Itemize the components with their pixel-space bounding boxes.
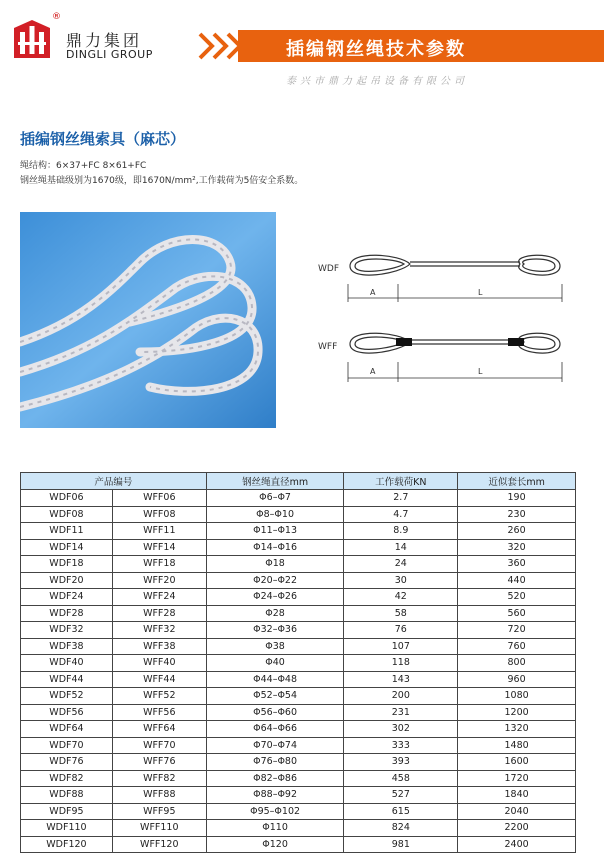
brand-name-cn: 鼎力集团 [66, 31, 143, 50]
cell-wff-code: WFF11 [112, 523, 206, 540]
cell-working-load: 981 [344, 836, 458, 853]
cell-sleeve-length: 2040 [458, 803, 576, 820]
table-row [21, 737, 576, 754]
cell-wff-code: WFF120 [112, 836, 206, 853]
cell-rope-diameter: Φ18 [206, 556, 344, 573]
cell-wff-code: WFF28 [112, 605, 206, 622]
company-name: 泰兴市鼎力起吊设备有限公司 [286, 76, 468, 87]
cell-working-load: 2.7 [344, 490, 458, 507]
wdf-label: WDF [318, 264, 340, 274]
cell-sleeve-length: 1720 [458, 770, 576, 787]
table-row [21, 638, 576, 655]
cell-sleeve-length: 190 [458, 490, 576, 507]
wdf-dim-l: L [478, 288, 483, 297]
cell-working-load: 14 [344, 539, 458, 556]
page-title: 插编钢丝绳技术参数 [286, 39, 466, 60]
cell-rope-diameter: Φ20–Φ22 [206, 572, 344, 589]
cell-rope-diameter: Φ76–Φ80 [206, 754, 344, 771]
cell-wdf-code: WDF52 [21, 688, 113, 705]
table-row [21, 589, 576, 606]
header-rope-diameter: 钢丝绳直径mm [206, 473, 344, 490]
cell-wdf-code: WDF95 [21, 803, 113, 820]
cell-wff-code: WFF14 [112, 539, 206, 556]
cell-sleeve-length: 1600 [458, 754, 576, 771]
cell-rope-diameter: Φ70–Φ74 [206, 737, 344, 754]
cell-wff-code: WFF44 [112, 671, 206, 688]
cell-wdf-code: WDF56 [21, 704, 113, 721]
cell-working-load: 30 [344, 572, 458, 589]
cell-wff-code: WFF52 [112, 688, 206, 705]
cell-wff-code: WFF76 [112, 754, 206, 771]
cell-sleeve-length: 720 [458, 622, 576, 639]
cell-sleeve-length: 440 [458, 572, 576, 589]
cell-rope-diameter: Φ56–Φ60 [206, 704, 344, 721]
cell-rope-diameter: Φ110 [206, 820, 344, 837]
cell-sleeve-length: 1320 [458, 721, 576, 738]
cell-sleeve-length: 2400 [458, 836, 576, 853]
cell-working-load: 231 [344, 704, 458, 721]
brand-name-en: DINGLI GROUP [66, 48, 153, 61]
cell-wff-code: WFF06 [112, 490, 206, 507]
cell-working-load: 200 [344, 688, 458, 705]
cell-working-load: 333 [344, 737, 458, 754]
cell-rope-diameter: Φ8–Φ10 [206, 506, 344, 523]
cell-wdf-code: WDF20 [21, 572, 113, 589]
cell-wff-code: WFF40 [112, 655, 206, 672]
cell-rope-diameter: Φ14–Φ16 [206, 539, 344, 556]
cell-sleeve-length: 520 [458, 589, 576, 606]
cell-wff-code: WFF56 [112, 704, 206, 721]
cell-wff-code: WFF95 [112, 803, 206, 820]
wff-label: WFF [318, 342, 338, 352]
product-title: 插编钢丝绳索具（麻芯） [20, 130, 186, 148]
cell-wdf-code: WDF120 [21, 836, 113, 853]
cell-rope-diameter: Φ52–Φ54 [206, 688, 344, 705]
table-row [21, 754, 576, 771]
cell-wdf-code: WDF18 [21, 556, 113, 573]
cell-rope-diameter: Φ11–Φ13 [206, 523, 344, 540]
table-row [21, 539, 576, 556]
sling-dimension-diagram [310, 240, 580, 400]
table-row [21, 836, 576, 853]
cell-sleeve-length: 230 [458, 506, 576, 523]
cell-wff-code: WFF20 [112, 572, 206, 589]
cell-wdf-code: WDF110 [21, 820, 113, 837]
cell-working-load: 4.7 [344, 506, 458, 523]
cell-wff-code: WFF24 [112, 589, 206, 606]
table-row [21, 523, 576, 540]
cell-rope-diameter: Φ40 [206, 655, 344, 672]
cell-wdf-code: WDF64 [21, 721, 113, 738]
wire-rope-photo [20, 212, 276, 428]
cell-wdf-code: WDF28 [21, 605, 113, 622]
cell-wdf-code: WDF70 [21, 737, 113, 754]
cell-wff-code: WFF38 [112, 638, 206, 655]
cell-working-load: 302 [344, 721, 458, 738]
cell-working-load: 76 [344, 622, 458, 639]
cell-working-load: 615 [344, 803, 458, 820]
cell-working-load: 107 [344, 638, 458, 655]
table-row [21, 671, 576, 688]
table-row [21, 820, 576, 837]
page-header [0, 0, 604, 90]
table-row [21, 704, 576, 721]
table-row [21, 572, 576, 589]
cell-wff-code: WFF70 [112, 737, 206, 754]
cell-sleeve-length: 960 [458, 671, 576, 688]
cell-rope-diameter: Φ24–Φ26 [206, 589, 344, 606]
cell-sleeve-length: 1840 [458, 787, 576, 804]
registered-mark: ® [52, 12, 61, 22]
cell-working-load: 458 [344, 770, 458, 787]
cell-wdf-code: WDF38 [21, 638, 113, 655]
table-header-row [21, 473, 576, 490]
cell-rope-diameter: Φ64–Φ66 [206, 721, 344, 738]
wff-dim-a: A [370, 367, 376, 376]
cell-rope-diameter: Φ38 [206, 638, 344, 655]
wdf-sling-drawing [350, 255, 560, 275]
header-working-load: 工作载荷KN [344, 473, 458, 490]
header-product-code: 产品编号 [21, 473, 207, 490]
wff-ferrule-right [508, 338, 524, 346]
cell-wff-code: WFF88 [112, 787, 206, 804]
cell-wff-code: WFF82 [112, 770, 206, 787]
cell-wdf-code: WDF40 [21, 655, 113, 672]
cell-wdf-code: WDF06 [21, 490, 113, 507]
cell-wdf-code: WDF14 [21, 539, 113, 556]
cell-sleeve-length: 560 [458, 605, 576, 622]
wff-sling-drawing [350, 333, 560, 353]
header-sleeve-length: 近似套长mm [458, 473, 576, 490]
cell-wdf-code: WDF32 [21, 622, 113, 639]
table-row [21, 506, 576, 523]
cell-rope-diameter: Φ32–Φ36 [206, 622, 344, 639]
cell-rope-diameter: Φ120 [206, 836, 344, 853]
table-row [21, 688, 576, 705]
cell-sleeve-length: 1480 [458, 737, 576, 754]
cell-rope-diameter: Φ95–Φ102 [206, 803, 344, 820]
rope-structure-text: 绳结构：6×37+FC 8×61+FC [20, 161, 147, 171]
cell-wff-code: WFF110 [112, 820, 206, 837]
table-row [21, 770, 576, 787]
cell-wff-code: WFF08 [112, 506, 206, 523]
cell-wdf-code: WDF44 [21, 671, 113, 688]
cell-wdf-code: WDF82 [21, 770, 113, 787]
cell-wdf-code: WDF24 [21, 589, 113, 606]
table-row [21, 803, 576, 820]
cell-sleeve-length: 320 [458, 539, 576, 556]
cell-working-load: 527 [344, 787, 458, 804]
cell-wdf-code: WDF08 [21, 506, 113, 523]
wff-ferrule-left [396, 338, 412, 346]
dingli-logo-icon [10, 18, 54, 62]
rope-grade-text: 钢丝绳基础级别为1670级，即1670N/mm²,工作载荷为5倍安全系数。 [20, 176, 304, 186]
cell-sleeve-length: 1200 [458, 704, 576, 721]
table-row [21, 622, 576, 639]
cell-working-load: 118 [344, 655, 458, 672]
cell-sleeve-length: 360 [458, 556, 576, 573]
cell-working-load: 42 [344, 589, 458, 606]
cell-sleeve-length: 1080 [458, 688, 576, 705]
table-row [21, 721, 576, 738]
cell-wff-code: WFF32 [112, 622, 206, 639]
cell-rope-diameter: Φ82–Φ86 [206, 770, 344, 787]
wdf-dim-a: A [370, 288, 376, 297]
cell-working-load: 824 [344, 820, 458, 837]
cell-rope-diameter: Φ6–Φ7 [206, 490, 344, 507]
cell-wdf-code: WDF88 [21, 787, 113, 804]
cell-working-load: 393 [344, 754, 458, 771]
cell-rope-diameter: Φ88–Φ92 [206, 787, 344, 804]
table-row [21, 787, 576, 804]
chevron-right-icon [196, 30, 244, 62]
table-row [21, 556, 576, 573]
cell-working-load: 143 [344, 671, 458, 688]
cell-wff-code: WFF64 [112, 721, 206, 738]
cell-working-load: 58 [344, 605, 458, 622]
cell-sleeve-length: 260 [458, 523, 576, 540]
cell-working-load: 8.9 [344, 523, 458, 540]
wff-dim-l: L [478, 367, 483, 376]
cell-sleeve-length: 2200 [458, 820, 576, 837]
cell-sleeve-length: 800 [458, 655, 576, 672]
cell-sleeve-length: 760 [458, 638, 576, 655]
cell-rope-diameter: Φ44–Φ48 [206, 671, 344, 688]
table-row [21, 605, 576, 622]
cell-working-load: 24 [344, 556, 458, 573]
cell-wdf-code: WDF11 [21, 523, 113, 540]
spec-table [20, 472, 576, 853]
cell-rope-diameter: Φ28 [206, 605, 344, 622]
cell-wdf-code: WDF76 [21, 754, 113, 771]
table-row [21, 490, 576, 507]
cell-wff-code: WFF18 [112, 556, 206, 573]
table-row [21, 655, 576, 672]
